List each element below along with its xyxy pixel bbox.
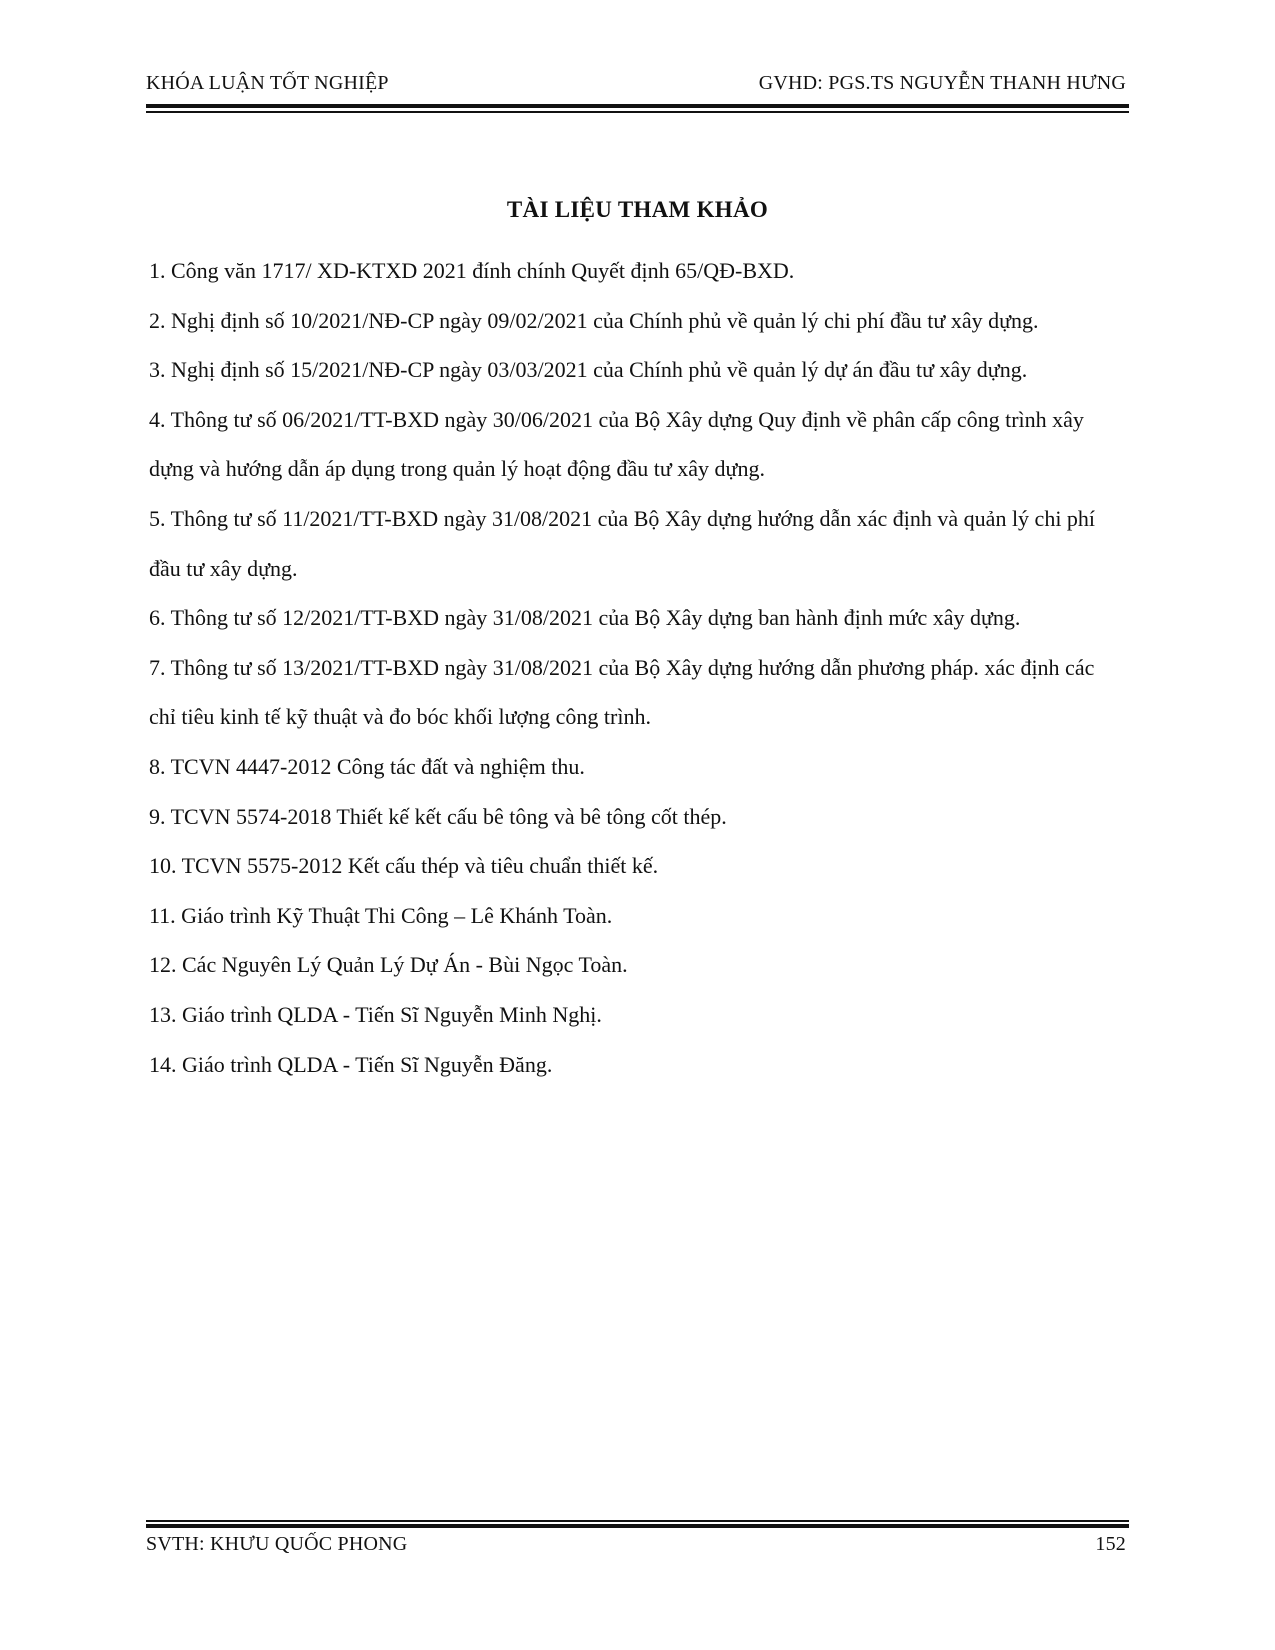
reference-item: 10. TCVN 5575-2012 Kết cấu thép và tiêu chuẩn thiết kế. [149,853,659,879]
section-title: TÀI LIỆU THAM KHẢO [506,197,769,222]
reference-item: 2. Nghị định số 10/2021/NĐ-CP ngày 09/02/2021 của Chính phủ về quản lý chi phí đầu tư xây dựng. [149,307,1039,333]
header-thesis-label: KHÓA LUẬN TỐT NGHIỆP [146,72,389,94]
header-divider-thick [146,104,1129,108]
reference-item: 11. Giáo trình Kỹ Thuật Thi Công – Lê Khánh Toàn. [149,902,613,928]
reference-item: 13. Giáo trình QLDA - Tiến Sĩ Nguyễn Minh Nghị. [149,1001,602,1027]
page-header [146,72,1126,100]
reference-list [149,246,1124,1089]
page-number: 152 [1095,1533,1126,1555]
reference-item: 9. TCVN 5574-2018 Thiết kế kết cấu bê tông và bê tông cốt thép. [149,803,727,829]
reference-item: 5. Thông tư số 11/2021/TT-BXD ngày 31/08/2021 của Bộ Xây dựng hướng dẫn xác định và quản lý chi phí đầu tư xây dựng. [149,505,1096,581]
header-supervisor-label: GVHD: PGS.TS NGUYỄN THANH HƯNG [758,72,1126,94]
reference-item: 6. Thông tư số 12/2021/TT-BXD ngày 31/08/2021 của Bộ Xây dựng ban hành định mức xây dựng. [149,605,1021,631]
footer-divider-thin [146,1520,1129,1522]
reference-item: 1. Công văn 1717/ XD-KTXD 2021 đính chính Quyết định 65/QĐ-BXD. [149,258,795,283]
reference-item: 12. Các Nguyên Lý Quản Lý Dự Án - Bùi Ngọc Toàn. [149,952,628,978]
page-footer [146,1533,1126,1561]
reference-item: 4. Thông tư số 06/2021/TT-BXD ngày 30/06/2021 của Bộ Xây dựng Quy định về phân cấp công trình xây dựng và hướng dẫn áp dụng trong quản lý hoạt động đầu tư xây dựng. [149,406,1084,482]
header-divider-thin [146,111,1129,113]
reference-item: 3. Nghị định số 15/2021/NĐ-CP ngày 03/03/2021 của Chính phủ về quản lý dự án đầu tư xây dựng. [149,357,1028,383]
reference-item: 14. Giáo trình QLDA - Tiến Sĩ Nguyễn Đăng. [149,1051,553,1077]
reference-item: 7. Thông tư số 13/2021/TT-BXD ngày 31/08/2021 của Bộ Xây dựng hướng dẫn phương pháp. xác định các chỉ tiêu kinh tế kỹ thuật và đo bóc khối lượng công trình. [149,654,1095,730]
footer-divider-thick [146,1524,1129,1528]
reference-item: 8. TCVN 4447-2012 Công tác đất và nghiệm thu. [149,753,585,779]
footer-student-label: SVTH: KHƯU QUỐC PHONG [146,1533,408,1555]
